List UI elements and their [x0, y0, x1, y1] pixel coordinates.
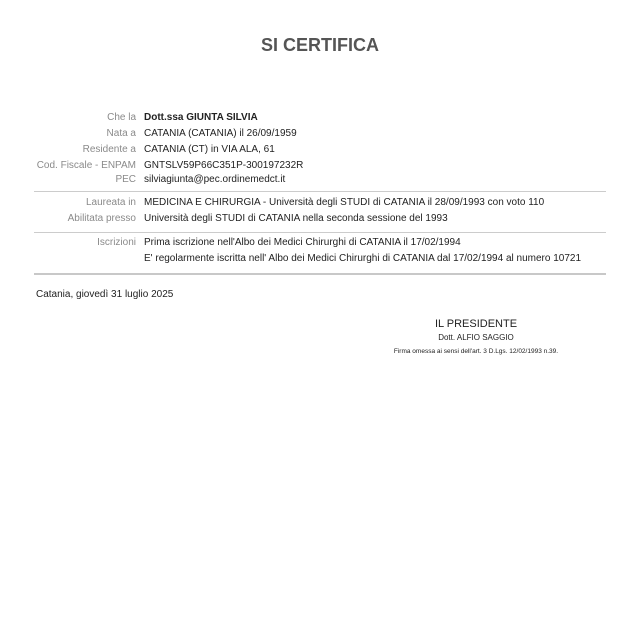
- field-label: Iscrizioni: [97, 237, 136, 248]
- divider: [34, 273, 606, 275]
- field-registrations-2: [0, 251, 640, 267]
- field-value: E' regolarmente iscritta nell' Albo dei Medici Chirurghi di CATANIA dal 17/02/1994 al numero 10721: [144, 253, 582, 264]
- field-value: MEDICINA E CHIRURGIA - Università degli STUDI di CATANIA il 28/09/1993 con voto 110: [144, 197, 545, 208]
- field-value: silviagiunta@pec.ordinemedct.it: [144, 174, 286, 185]
- field-degree: [0, 195, 640, 211]
- field-label: Che la: [107, 112, 136, 123]
- field-value: Prima iscrizione nell'Albo dei Medici Chirurghi di CATANIA il 17/02/1994: [144, 237, 461, 248]
- signature-role: IL PRESIDENTE: [434, 318, 518, 330]
- field-value: Università degli STUDI di CATANIA nella seconda sessione del 1993: [144, 213, 448, 224]
- field-label: Nata a: [106, 128, 136, 139]
- divider: [34, 232, 606, 233]
- field-value: Dott.ssa GIUNTA SILVIA: [144, 112, 258, 123]
- field-qualification: [0, 211, 640, 227]
- signature-name: Dott. ALFIO SAGGIO: [438, 333, 514, 342]
- field-value: GNTSLV59P66C351P-300197232R: [144, 160, 304, 171]
- field-label: Laureata in: [85, 197, 136, 208]
- field-label: Cod. Fiscale - ENPAM: [36, 160, 136, 171]
- signature-note: Firma omessa ai sensi dell'art. 3 D.Lgs. 12/02/1993 n.39.: [393, 348, 559, 355]
- field-name: [0, 110, 640, 126]
- field-pec: [0, 172, 640, 188]
- field-registrations: [0, 235, 640, 251]
- field-label: Abilitata presso: [67, 213, 136, 224]
- field-birth: [0, 126, 640, 142]
- field-residence: [0, 142, 640, 158]
- field-label: Residente a: [82, 144, 136, 155]
- field-label: PEC: [115, 174, 136, 185]
- document-date: Catania, giovedì 31 luglio 2025: [36, 289, 174, 300]
- field-value: CATANIA (CT) in VIA ALA, 61: [144, 144, 275, 155]
- divider: [34, 191, 606, 192]
- document-title: SI CERTIFICA: [260, 35, 379, 55]
- field-value: CATANIA (CATANIA) il 26/09/1959: [144, 128, 297, 139]
